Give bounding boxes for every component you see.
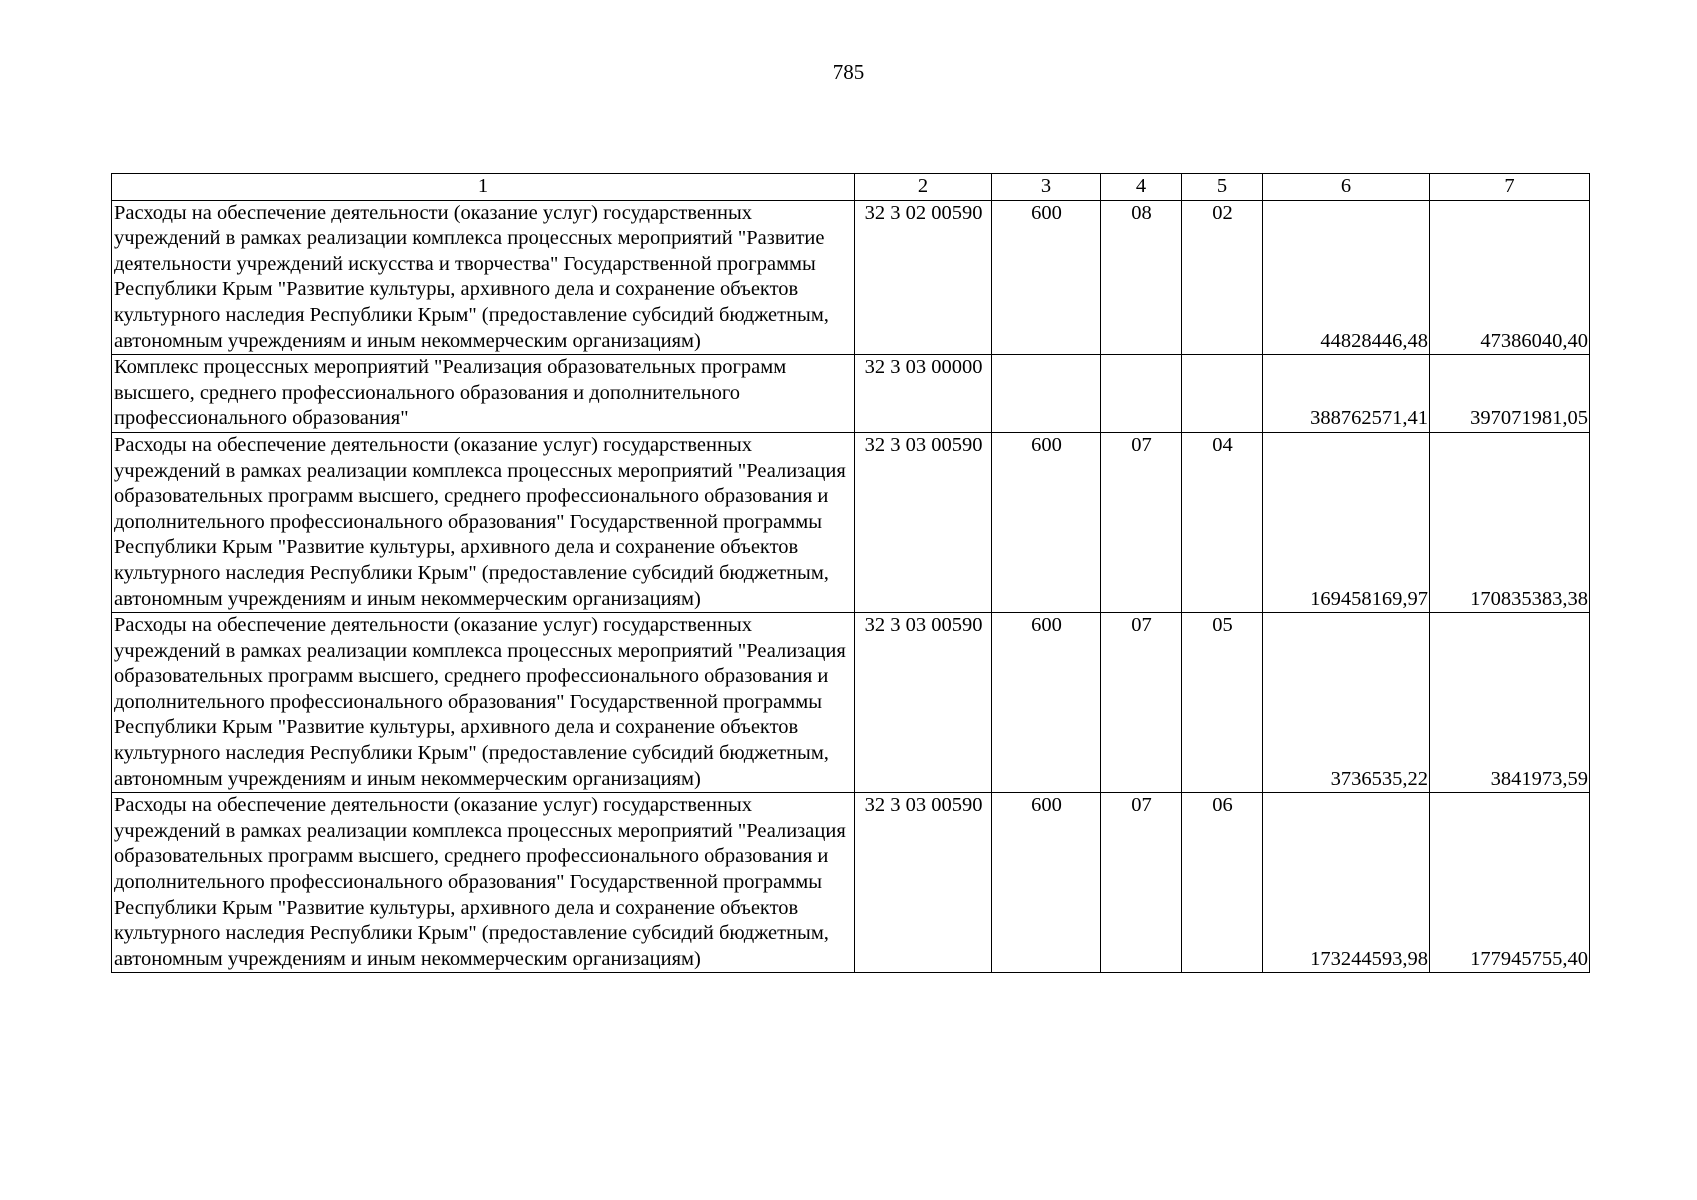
column-header: 4	[1101, 174, 1182, 201]
amount-col7: 47386040,40	[1430, 200, 1590, 355]
expense-name: Расходы на обеспечение деятельности (оказание услуг) государственных учреждений в рамках реализации комплекса процессных мероприятий "Реализация образовательных программ высшего, среднего профессионального образования и дополнительного профессионального образования" Государственной программы Республики Крым "Развитие культуры, архивного дела и сохранение объектов культурного наследия Республики Крым" (предоставление субсидий бюджетным, автономным учреждениям и иным некоммерческим организациям)	[112, 432, 855, 612]
expense-type: 600	[992, 200, 1101, 355]
amount-col7: 170835383,38	[1430, 432, 1590, 612]
table-row	[112, 355, 1590, 433]
target-code: 32 3 03 00000	[855, 355, 992, 433]
amount-col6: 388762571,41	[1263, 355, 1430, 433]
amount-col7: 397071981,05	[1430, 355, 1590, 433]
expense-name: Комплекс процессных мероприятий "Реализация образовательных программ высшего, среднего профессионального образования и дополнительного профессионального образования"	[112, 355, 855, 433]
column-header: 3	[992, 174, 1101, 201]
expense-name: Расходы на обеспечение деятельности (оказание услуг) государственных учреждений в рамках реализации комплекса процессных мероприятий "Реализация образовательных программ высшего, среднего профессионального образования и дополнительного профессионального образования" Государственной программы Республики Крым "Развитие культуры, архивного дела и сохранение объектов культурного наследия Республики Крым" (предоставление субсидий бюджетным, автономным учреждениям и иным некоммерческим организациям)	[112, 613, 855, 793]
budget-table	[111, 173, 1590, 973]
table-row	[112, 613, 1590, 793]
section: 07	[1101, 613, 1182, 793]
section: 07	[1101, 793, 1182, 973]
amount-col6: 3736535,22	[1263, 613, 1430, 793]
subsection: 05	[1182, 613, 1263, 793]
expense-type: 600	[992, 793, 1101, 973]
subsection: 04	[1182, 432, 1263, 612]
column-header: 5	[1182, 174, 1263, 201]
target-code: 32 3 03 00590	[855, 432, 992, 612]
column-header: 1	[112, 174, 855, 201]
amount-col6: 44828446,48	[1263, 200, 1430, 355]
amount-col6: 169458169,97	[1263, 432, 1430, 612]
table-header-row	[112, 174, 1590, 201]
section	[1101, 355, 1182, 433]
table-row	[112, 432, 1590, 612]
table-row	[112, 793, 1590, 973]
column-header: 2	[855, 174, 992, 201]
expense-type: 600	[992, 432, 1101, 612]
expense-type: 600	[992, 613, 1101, 793]
target-code: 32 3 03 00590	[855, 793, 992, 973]
amount-col7: 3841973,59	[1430, 613, 1590, 793]
amount-col7: 177945755,40	[1430, 793, 1590, 973]
expense-name: Расходы на обеспечение деятельности (оказание услуг) государственных учреждений в рамках реализации комплекса процессных мероприятий "Развитие деятельности учреждений искусства и творчества" Государственной программы Республики Крым "Развитие культуры, архивного дела и сохранение объектов культурного наследия Республики Крым" (предоставление субсидий бюджетным, автономным учреждениям и иным некоммерческим организациям)	[112, 200, 855, 355]
subsection: 02	[1182, 200, 1263, 355]
column-header: 6	[1263, 174, 1430, 201]
subsection	[1182, 355, 1263, 433]
expense-type	[992, 355, 1101, 433]
target-code: 32 3 03 00590	[855, 613, 992, 793]
subsection: 06	[1182, 793, 1263, 973]
amount-col6: 173244593,98	[1263, 793, 1430, 973]
column-header: 7	[1430, 174, 1590, 201]
target-code: 32 3 02 00590	[855, 200, 992, 355]
expense-name: Расходы на обеспечение деятельности (оказание услуг) государственных учреждений в рамках реализации комплекса процессных мероприятий "Реализация образовательных программ высшего, среднего профессионального образования и дополнительного профессионального образования" Государственной программы Республики Крым "Развитие культуры, архивного дела и сохранение объектов культурного наследия Республики Крым" (предоставление субсидий бюджетным, автономным учреждениям и иным некоммерческим организациям)	[112, 793, 855, 973]
section: 08	[1101, 200, 1182, 355]
table-row	[112, 200, 1590, 355]
section: 07	[1101, 432, 1182, 612]
page-number: 785	[832, 60, 865, 84]
